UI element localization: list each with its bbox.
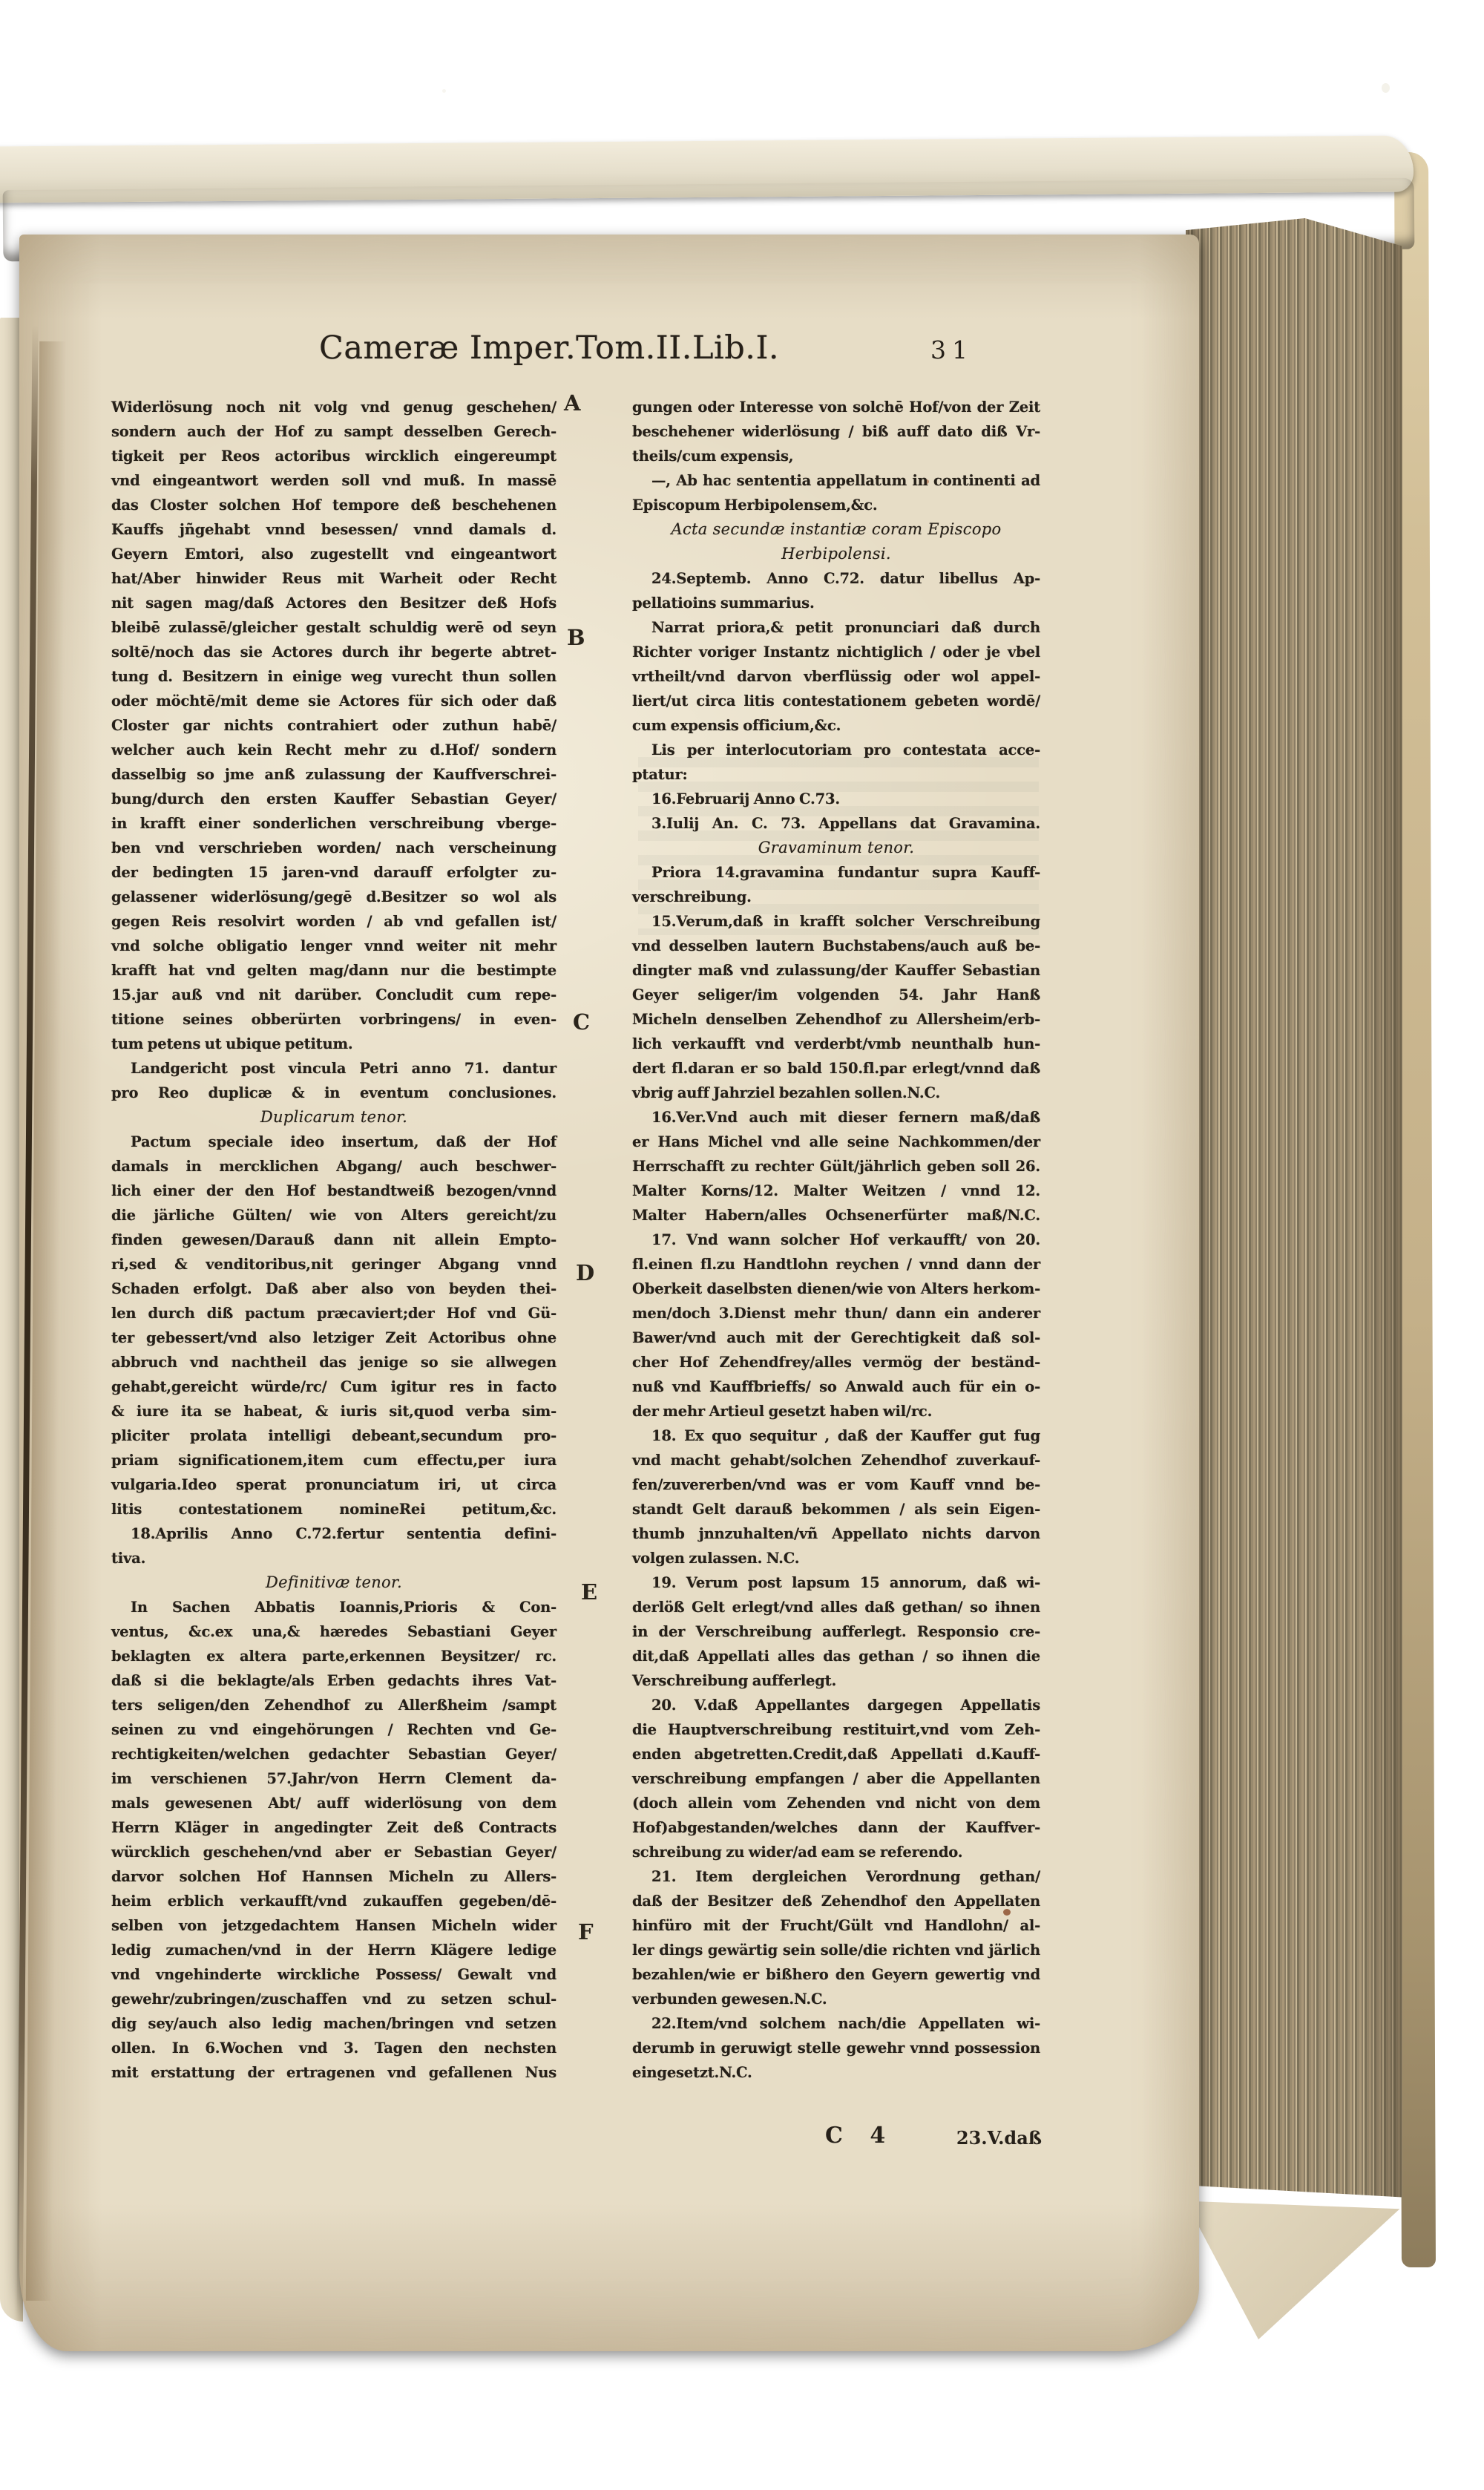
heading-line: Definitivæ tenor. <box>266 1573 402 1591</box>
text-line: rechtigkeiten/welchen gedachter Sebastian Geyer/ <box>111 1746 556 1763</box>
text-line: gewehr/zubringen/zuschaffen vnd zu setzen schul- <box>111 1991 556 2008</box>
text-line: dit,daß Appellati alles das gethan / so ihnen die <box>632 1648 1040 1665</box>
text-line: ben vnd verschrieben worden/ nach verscheinung <box>111 839 556 856</box>
text-line: der bedingten 15 jaren-vnd darauff erfolgter zu- <box>111 864 556 881</box>
text-line: Oberkeit daselbsten dienen/wie von Alters herkom- <box>632 1280 1040 1297</box>
text-line: gegen Reis resolvirt worden / ab vnd gefallen ist/ <box>111 913 556 930</box>
margin-letter-f: F <box>578 1919 594 1945</box>
text-line: Herrn Kläger in angedingter Zeit deß Contracts <box>111 1819 556 1836</box>
text-line: oder möchtē/mit deme sie Actores für sich oder daß <box>111 692 556 710</box>
text-line: 15.jar auß vnd nit darüber. Concludit cum repe- <box>111 986 556 1003</box>
text-line: lich einer der den Hof bestandtweiß bezogen/vnnd <box>111 1182 556 1199</box>
text-line: schreibung zu wider/ad eam se referendo. <box>632 1844 963 1861</box>
text-line: cum expensis officium,&c. <box>632 717 841 734</box>
text-line: ventus, &c.ex una,& hæredes Sebastiani Geyer <box>111 1623 556 1640</box>
text-line: damals in mercklichen Abgang/ auch beschwer- <box>111 1158 556 1175</box>
text-line: bleibē zulassē/gleicher gestalt schuldig werē od seyn <box>111 619 556 636</box>
text-line: men/doch 3.Dienst mehr thun/ dann ein anderer <box>632 1305 1040 1322</box>
text-line: thumb jnnzuhalten/vñ Appellato nichts darvon <box>632 1525 1040 1542</box>
text-line: In Sachen Abbatis Ioannis,Prioris & Con- <box>131 1599 556 1616</box>
margin-letter-d: D <box>576 1260 595 1285</box>
text-line: vnd macht gehabt/solchen Zehendhof zuverkauf- <box>632 1452 1040 1469</box>
text-line: pro Reo duplicæ & in eventum conclusiones. <box>111 1084 556 1101</box>
text-line: der mehr Artieul gesetzt haben wil/rc. <box>632 1403 933 1420</box>
text-line: in krafft einer sonderlichen verschreibung vberge- <box>111 815 556 832</box>
text-line: krafft hat vnd gelten mag/dann nur die bestimpte <box>111 962 556 979</box>
text-line: die Hauptverschreibung restituirt,vnd vom Zeh- <box>632 1721 1040 1738</box>
text-line: 19. Verum post lapsum 15 annorum, daß wi- <box>651 1574 1040 1591</box>
dust-speck <box>1382 83 1390 93</box>
text-line: gehabt,gereicht würde/rc/ Cum igitur res in facto <box>111 1378 556 1395</box>
text-line: 18. Ex quo sequitur , daß der Kauffer gut fug <box>651 1427 1040 1444</box>
text-line: Kauffs jñgehabt vnnd besessen/ vnnd damals d. <box>111 521 556 538</box>
text-line: 17. Vnd wann solcher Hof verkaufft/ von 20. <box>651 1231 1040 1248</box>
text-line: bung/durch den ersten Kauffer Sebastian Geyer/ <box>111 790 556 807</box>
text-line: in der Verschreibung aufferlegt. Responsio cre- <box>632 1623 1040 1640</box>
text-line: 3.Iulij An. C. 73. Appellans dat Gravamina. <box>651 815 1040 832</box>
text-line: nit sagen mag/daß Actores den Besitzer deß Hofs <box>111 594 556 612</box>
text-line: Richter voriger Instantz nichtiglich / oder je vbel <box>632 643 1040 661</box>
text-line: sondern auch der Hof zu sampt desselben Gerech- <box>111 423 556 440</box>
text-line: soltē/noch das sie Actores durch ihr begerte abtret- <box>111 643 556 661</box>
text-line: fen/zuvererben/vnd was er vom Kauff vnnd be- <box>632 1476 1040 1493</box>
text-line: ter gebessert/vnd also letziger Zeit Actoribus ohne <box>111 1329 556 1346</box>
text-line: finden gewesen/Darauß dann nit allein Empto- <box>111 1231 556 1248</box>
text-line: theils/cum expensis, <box>632 448 794 465</box>
text-line: 22.Item/vnd solchem nach/die Appellaten wi- <box>651 2015 1040 2032</box>
text-line: liert/ut circa litis contestationem gebeten wordē/ <box>632 692 1040 710</box>
text-line: —, Ab hac sententia appellatum in continenti ad <box>651 472 1040 489</box>
text-line: ptatur: <box>632 766 688 783</box>
heading-line: Acta secundæ instantiæ coram Episcopo <box>671 520 1002 538</box>
text-line: Geyer seliger/im volgenden 54. Jahr Hanß <box>632 986 1040 1003</box>
heading-line: Herbipolensi. <box>781 545 891 563</box>
text-line: ters seligen/den Zehendhof zu Allerßheim /sampt <box>111 1697 556 1714</box>
text-line: vnd eingeantwort werden soll vnd muß. In massē <box>111 472 556 489</box>
text-line: (doch allein vom Zehenden vnd nicht von dem <box>632 1795 1040 1812</box>
text-line: tum petens ut ubique petitum. <box>111 1035 353 1052</box>
text-line: Micheln denselben Zehendhof zu Allersheim/erb- <box>632 1011 1040 1028</box>
text-line: das Closter solchen Hof tempore deß beschehenen <box>111 497 556 514</box>
margin-letter-a: A <box>564 390 581 416</box>
text-line: hat/Aber hinwider Reus mit Warheit oder Recht <box>111 570 556 587</box>
text-line: 21. Item dergleichen Verordnung gethan/ <box>651 1868 1040 1885</box>
text-line: Schaden erfolgt. Daß aber also von beyden thei- <box>111 1280 556 1297</box>
text-line: vnd solche obligatio lenger vnnd weiter nit mehr <box>111 937 556 954</box>
text-line: Landgericht post vincula Petri anno 71. dantur <box>131 1060 556 1077</box>
text-line: verschreibung. <box>632 888 752 905</box>
text-line: hinfüro mit der Frucht/Gült vnd Handlohn/ al- <box>632 1917 1040 1934</box>
text-line: nuß vnd Kauffbrieffs/ so Anwald auch für ein o- <box>632 1378 1040 1395</box>
text-line: vnd vngehinderte wirckliche Possess/ Gewalt vnd <box>111 1966 556 1983</box>
text-line: dert fl.daran er so bald 150.fl.par erlegt/vnnd daß <box>632 1060 1040 1077</box>
text-line: 24.Septemb. Anno C.72. datur libellus Ap- <box>651 570 1040 587</box>
text-line: ollen. In 6.Wochen vnd 3. Tagen den nechsten <box>111 2039 556 2057</box>
text-line: Closter gar nichts contrahiert oder zuthun habē/ <box>111 717 556 734</box>
text-line: mit erstattung der ertragenen vnd gefallenen Nus <box>111 2064 556 2081</box>
text-line: Widerlösung noch nit volg vnd genug geschehen/ <box>111 399 556 416</box>
text-line: vnd desselben lautern Buchstabens/auch auß be- <box>632 937 1040 954</box>
heading-line: Gravaminum tenor. <box>758 839 915 856</box>
text-line: Geyern Emtori, also zugestellt vnd eingeantwort <box>111 545 556 563</box>
page-number: 31 <box>930 335 974 364</box>
text-line: beklagten ex altera parte,erkennen Beysitzer/ rc. <box>111 1648 556 1665</box>
text-line: Episcopum Herbipolensem,&c. <box>632 497 878 514</box>
text-line: fl.einen fl.zu Handtlohn reychen / vnnd dann der <box>632 1256 1040 1273</box>
text-line: Verschreibung aufferlegt. <box>632 1672 837 1689</box>
text-line: seinen zu vnd eingehörungen / Rechten vnd Ge- <box>111 1721 556 1738</box>
book-fore-edge-page-stack <box>1186 218 1402 2213</box>
text-line: vbrig auff Jahrziel bezahlen sollen.N.C. <box>632 1084 941 1101</box>
text-line: verschreibung empfangen / aber die Appellanten <box>632 1770 1040 1787</box>
running-title: Cameræ Imper.Tom.II.Lib.I. <box>319 330 780 367</box>
text-line: Priora 14.gravamina fundantur supra Kauff- <box>651 864 1040 881</box>
text-line: eingesetzt.N.C. <box>632 2064 752 2081</box>
heading-line: Duplicarum tenor. <box>260 1108 408 1126</box>
text-column-right <box>632 395 1040 2085</box>
text-line: mals gewesenen Abt/ auff widerlösung von dem <box>111 1795 556 1812</box>
catchword: 23.V.daß <box>956 2127 1042 2149</box>
text-line: Narrat priora,& petit pronunciari daß durch <box>651 619 1040 636</box>
text-line: Lis per interlocutoriam pro contestata acce- <box>651 741 1040 759</box>
text-line: welcher auch kein Recht mehr zu d.Hof/ sondern <box>111 741 556 759</box>
text-column-left <box>111 395 556 2085</box>
text-line: titione seines obberürten vorbringens/ in even- <box>111 1011 556 1028</box>
text-line: priam significationem,item cum effectu,per iura <box>111 1452 556 1469</box>
text-line: 18.Aprilis Anno C.72.fertur sententia defini- <box>131 1525 556 1542</box>
text-line: vulgaria.Ideo sperat pronunciatum iri, ut circa <box>111 1476 556 1493</box>
text-line: lich verkaufft vnd verderbt/vmb neunthalb hun- <box>632 1035 1040 1052</box>
text-line: ri,sed & venditoribus,nit geringer Abgang vnnd <box>111 1256 556 1273</box>
text-line: volgen zulassen. N.C. <box>632 1550 800 1567</box>
text-line: Malter Korns/12. Malter Weitzen / vnnd 12. <box>632 1182 1040 1199</box>
text-line: beschehener widerlösung / biß auff dato diß Vr- <box>632 423 1040 440</box>
text-line: daß si die beklagte/als Erben gedachts ihres Vat- <box>111 1672 556 1689</box>
text-line: Malter Habern/alles Ochsenerfürter maß/N.C. <box>632 1207 1040 1224</box>
text-line: vrtheilt/vnd darvon vberflüssig oder wol appel- <box>632 668 1040 685</box>
text-line: 16.Februarij Anno C.73. <box>651 790 840 807</box>
text-line: ler dings gewärtig sein solle/die richten vnd järlich <box>632 1942 1040 1959</box>
text-line: im verschienen 57.Jahr/von Herrn Clement da- <box>111 1770 556 1787</box>
text-line: verbunden gewesen.N.C. <box>632 1991 827 2008</box>
text-line: darvor solchen Hof Hannsen Micheln zu Allers- <box>111 1868 556 1885</box>
text-line: tiva. <box>111 1550 146 1567</box>
text-line: pliciter prolata intelligi debeant,secundum pro- <box>111 1427 556 1444</box>
text-line: litis contestationem nomineRei petitum,&c. <box>111 1501 556 1518</box>
text-line: 16.Ver.Vnd auch mit dieser fernern maß/daß <box>651 1109 1040 1126</box>
text-line: selben von jetzgedachtem Hansen Micheln wider <box>111 1917 556 1934</box>
text-line: enden abgetretten.Credit,daß Appellati d.Kauff- <box>632 1746 1040 1763</box>
text-line: derlöß Gelt erlegt/vnd alles daß gethan/ so ihnen <box>632 1599 1040 1616</box>
text-line: pellatioins summarius. <box>632 594 815 612</box>
text-line: er Hans Michel vnd alle seine Nachkommen/der <box>632 1133 1040 1150</box>
text-line: gelassener widerlösung/gegē d.Besitzer so wol als <box>111 888 556 905</box>
text-line: abbruch vnd nachtheil das jenige so sie allwegen <box>111 1354 556 1371</box>
text-line: dasselbig so jme anß zulassung der Kauffverschrei- <box>111 766 556 783</box>
margin-letter-e: E <box>581 1579 598 1605</box>
margin-letter-c: C <box>573 1009 591 1035</box>
margin-letter-b: B <box>567 625 585 650</box>
text-line: len durch diß pactum præcaviert;der Hof vnd Gü- <box>111 1305 556 1322</box>
text-line: Herrschafft zu rechter Gült/jährlich geben soll 26. <box>632 1158 1040 1175</box>
text-line: Bawer/vnd auch mit der Gerechtigkeit daß sol- <box>632 1329 1040 1346</box>
text-line: Hof)abgestanden/welches dann der Kauffver- <box>632 1819 1040 1836</box>
text-line: gungen oder Interesse von solchē Hof/von der Zeit <box>632 399 1040 416</box>
text-line: 15.Verum,daß in krafft solcher Verschreibung <box>651 913 1040 930</box>
text-line: dig sey/auch also ledig machen/bringen vnd setzen <box>111 2015 556 2032</box>
text-line: würcklich geschehen/vnd aber er Sebastian Geyer/ <box>111 1844 556 1861</box>
text-line: daß der Besitzer deß Zehendhof den Appellaten <box>632 1893 1040 1910</box>
signature-mark: C 4 <box>825 2123 886 2149</box>
text-line: standt Gelt darauß bekommen / als sein Eigen- <box>632 1501 1040 1518</box>
text-line: ledig zumachen/vnd in der Herrn Klägere ledige <box>111 1942 556 1959</box>
text-line: derumb in geruwigt stelle gewehr vnnd possession <box>632 2039 1040 2057</box>
text-line: tigkeit per Reos actoribus wircklich eingereumpt <box>111 448 556 465</box>
text-line: Pactum speciale ideo insertum, daß der Hof <box>131 1133 556 1150</box>
dust-speck <box>442 89 446 93</box>
text-line: & iure ita se habeat, & iuris sit,quod verba sim- <box>111 1403 556 1420</box>
text-line: tung d. Besitzern in einige weg vurecht thun sollen <box>111 668 556 685</box>
text-line: 20. V.daß Appellantes dargegen Appellatis <box>651 1697 1040 1714</box>
text-line: heim erblich verkaufft/vnd zukauffen gegeben/dē- <box>111 1893 556 1910</box>
text-line: cher Hof Zehendfrey/alles vermög der beständ- <box>632 1354 1040 1371</box>
text-line: bezahlen/wie er bißhero den Geyern gewertig vnd <box>632 1966 1040 1983</box>
text-line: dingter maß vnd zulassung/der Kauffer Sebastian <box>632 962 1040 979</box>
text-line: die järliche Gülten/ wie von Alters gereicht/zu <box>111 1207 556 1224</box>
